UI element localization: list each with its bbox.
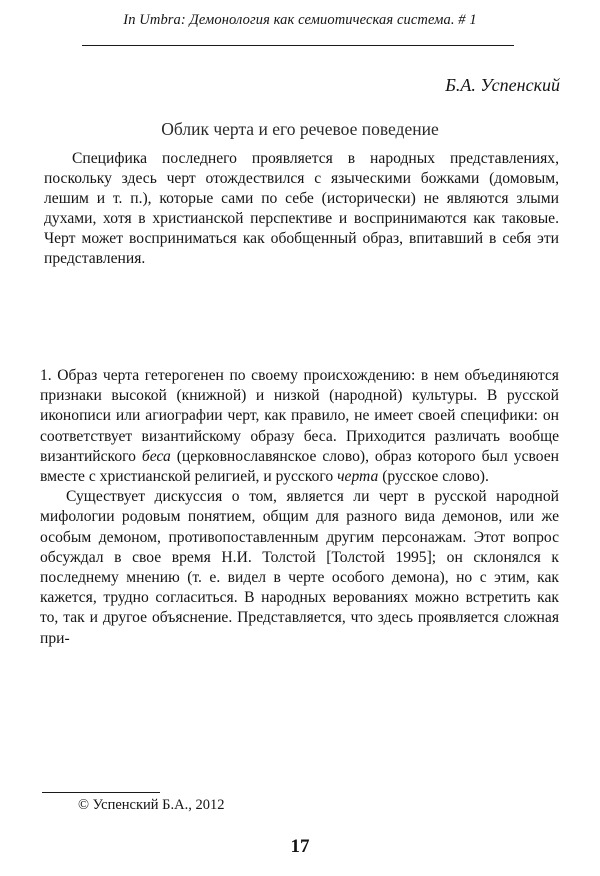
section-number: 1.: [40, 367, 52, 384]
paragraph-1-text-b: (церковнославянское слово), образ которого был усвоен вместе с христианской религией, и русского: [40, 447, 560, 486]
author-name: Б.А. Успенский: [445, 75, 560, 95]
term-cherta: черта: [337, 468, 379, 486]
page-number: 17: [290, 836, 310, 857]
abstract-paragraph: Специфика последнего проявляется в народных представлениях, поскольку здесь черт отождествился с языческими божками (домовым, лешим и т. п.), которые сами по себе (исторически) не являются злыми духами, хотя в христианской перспективе и воспринимаются как таковые. Черт может восприниматься как обобщенный образ, впитавший в себя эти представления.: [44, 150, 559, 267]
body-text: [40, 366, 559, 649]
running-head: In Umbra: Демонология как семиотическая система. # 1: [123, 12, 477, 28]
paragraph-1-text-a: Образ черта гетерогенен по своему происхождению: в нем объединяются признаки высокой (книжной) и низкой (народной) культуры. В русской иконописи или агиографии черт, как правило, не имеет своей специфики: он соответствует византийскому образу беса. Приходится различать вообще византийского: [40, 367, 559, 465]
footnote-rule: [42, 792, 160, 793]
paragraph-1: [40, 366, 559, 487]
header-rule: [82, 45, 514, 46]
term-besa: беса: [141, 447, 171, 465]
paragraph-1-text-c: (русское слово).: [378, 468, 489, 486]
article-title: Облик черта и его речевое поведение: [161, 119, 439, 139]
paragraph-2: Существует дискуссия о том, является ли черт в русской народной мифологии родовым понятием, общим для разного вида демонов, или же особым демоном, противопоставленным другим персонажам. Этот вопрос обсуждал в свое время Н.И. Толстой [Толстой 1995]; он склонялся к последнему мнению (т. е. видел в черте особого демона), но с этим, как кажется, трудно согласиться. В народных верованиях можно встретить как то, так и другое объяснение. Представляется, что здесь проявляется сложная при-: [40, 488, 559, 647]
copyright-footnote: © Успенский Б.А., 2012: [78, 797, 225, 813]
